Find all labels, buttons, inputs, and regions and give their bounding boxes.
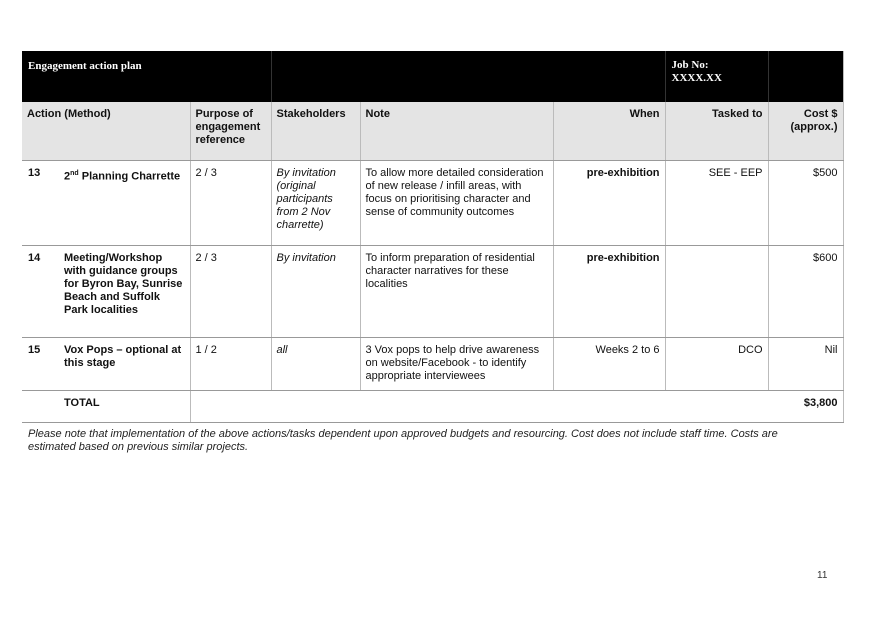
table-row xyxy=(22,161,843,246)
total-row xyxy=(22,391,843,423)
total-label: TOTAL xyxy=(64,391,190,423)
col-cost: Cost $ (approx.) xyxy=(768,102,843,161)
job-number xyxy=(665,51,768,102)
row-purpose: 2 / 3 xyxy=(190,246,271,338)
col-purpose: Purpose of engagement reference xyxy=(190,102,271,161)
row-stakeholders: all xyxy=(271,338,360,391)
row-tasked: SEE - EEP xyxy=(665,161,768,246)
table-row xyxy=(22,338,843,391)
col-when: When xyxy=(553,102,665,161)
row-when: pre-exhibition xyxy=(553,161,665,246)
row-cost: $600 xyxy=(768,246,843,338)
col-note: Note xyxy=(360,102,553,161)
engagement-table xyxy=(22,51,844,423)
row-tasked xyxy=(665,246,768,338)
job-value: XXXX.XX xyxy=(671,72,722,84)
row-purpose: 2 / 3 xyxy=(190,161,271,246)
row-action: Meeting/Workshop with guidance groups for Byron Bay, Sunrise Beach and Suffolk Park localities xyxy=(64,246,190,338)
row-purpose: 1 / 2 xyxy=(190,338,271,391)
page-title: Engagement action plan xyxy=(22,51,271,102)
job-label: Job No: xyxy=(671,59,709,71)
row-number: 13 xyxy=(22,161,64,246)
row-cost: $500 xyxy=(768,161,843,246)
table-row xyxy=(22,246,843,338)
row-number: 15 xyxy=(22,338,64,391)
row-cost: Nil xyxy=(768,338,843,391)
page-number: 11 xyxy=(817,570,828,581)
total-blank xyxy=(190,391,768,423)
total-value: $3,800 xyxy=(768,391,843,423)
footnote: Please note that implementation of the above actions/tasks dependent upon approved budgets and resourcing. Cost does not include staff time. Costs are estimated based on previous similar projects. xyxy=(28,428,778,453)
row-action: Vox Pops – optional at this stage xyxy=(64,338,190,391)
row-stakeholders: By invitation (original participants from 2 Nov charrette) xyxy=(271,161,360,246)
header-end xyxy=(768,51,843,102)
row-when: Weeks 2 to 6 xyxy=(553,338,665,391)
col-tasked: Tasked to xyxy=(665,102,768,161)
row-when: pre-exhibition xyxy=(553,246,665,338)
header-spacer xyxy=(271,51,665,102)
column-headers xyxy=(22,102,843,161)
row-note: 3 Vox pops to help drive awareness on website/Facebook - to identify appropriate interviewees xyxy=(360,338,553,391)
row-stakeholders: By invitation xyxy=(271,246,360,338)
col-stakeholders: Stakeholders xyxy=(271,102,360,161)
total-spacer xyxy=(22,391,64,423)
header-bar xyxy=(22,51,843,102)
row-action: 2nd Planning Charrette xyxy=(64,161,190,246)
row-tasked: DCO xyxy=(665,338,768,391)
col-action: Action (Method) xyxy=(22,102,190,161)
row-note: To inform preparation of residential character narratives for these localities xyxy=(360,246,553,338)
row-number: 14 xyxy=(22,246,64,338)
row-note: To allow more detailed consideration of new release / infill areas, with focus on prioritising character and sense of community outcomes xyxy=(360,161,553,246)
